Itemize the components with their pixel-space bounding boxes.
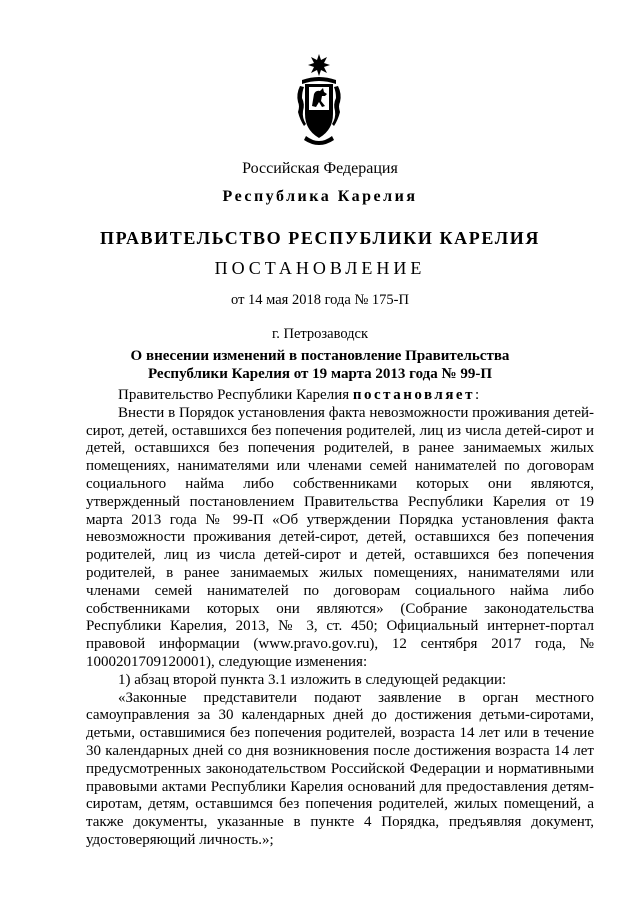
document-type: ПОСТАНОВЛЕНИЕ xyxy=(214,258,426,278)
intro-keyword: постановляет xyxy=(352,387,475,403)
republic-title: Республика Карелия xyxy=(222,188,418,205)
intro-suffix: : xyxy=(474,387,480,403)
paragraph-2: 1) абзац второй пункта 3.1 изложить в следующей редакции: xyxy=(118,671,507,688)
paragraph-1: Внести в Порядок установления факта невозможности проживания детей-сирот, детей, оставшихся без попечения родителей, лиц из числа детей-сирот и детей, оставшихся без попечения родителей, в ранее занимаемых жилых помещениях, нанимателями или членами семей нанимателей по договорам социального найма либо собственниками которых они являются, утвержденный постановлением Правительства Республики Карелия от 19 марта 2013 года № 99-П «Об утверждении Порядка установления факта невозможности проживания детей-сирот, детей, оставшихся без попечения родителей, лиц из числа детей-сирот и детей, оставшихся без попечения родителей, в ранее занимаемых жилых помещениях, нанимателями или членами семей нанимателей по договорам социального найма либо собственниками которых они являются» (Собрание законодательства Республики Карелия, 2013, № 3, ст. 450; Официальный интернет-портал правовой информации (www.pravo.gov.ru), 12 сентября 2017 года, № 1000201709120001), следующие изменения: xyxy=(86,404,594,670)
intro-prefix: Правительство Республики Карелия xyxy=(118,387,353,403)
document-subject xyxy=(0,347,640,383)
country-title: Российская Федерация xyxy=(242,160,398,177)
subject-line-2: Республики Карелия от 19 марта 2013 года № 99-П xyxy=(147,366,493,382)
government-title: ПРАВИТЕЛЬСТВО РЕСПУБЛИКИ КАРЕЛИЯ xyxy=(100,228,540,248)
intro-paragraph xyxy=(86,387,594,405)
city-line: г. Петрозаводск xyxy=(271,326,369,342)
subject-line-1: О внесении изменений в постановление Правительства xyxy=(130,348,510,364)
document-body xyxy=(86,387,594,850)
date-line: от 14 мая 2018 года № 175-П xyxy=(231,292,409,308)
paragraph-3: «Законные представители подают заявление в орган местного самоуправления за 30 календарных дней до достижения детьми-сиротами, детьми, оставшимися без попечения родителей, возраста 14 лет или в течение 30 календарных дней со дня возникновения после достижения возраста 14 лет предусмотренных законодательством Российской Федерации и нормативными правовыми актами Республики Карелия оснований для предоставления детям-сиротам, детям, оставшимся без попечения родителей, жилых помещений, а также документы, указанные в пункте 4 Порядка, предъявляя документ, удостоверяющий личность.»; xyxy=(86,689,594,848)
coat-of-arms-emblem xyxy=(292,54,346,150)
